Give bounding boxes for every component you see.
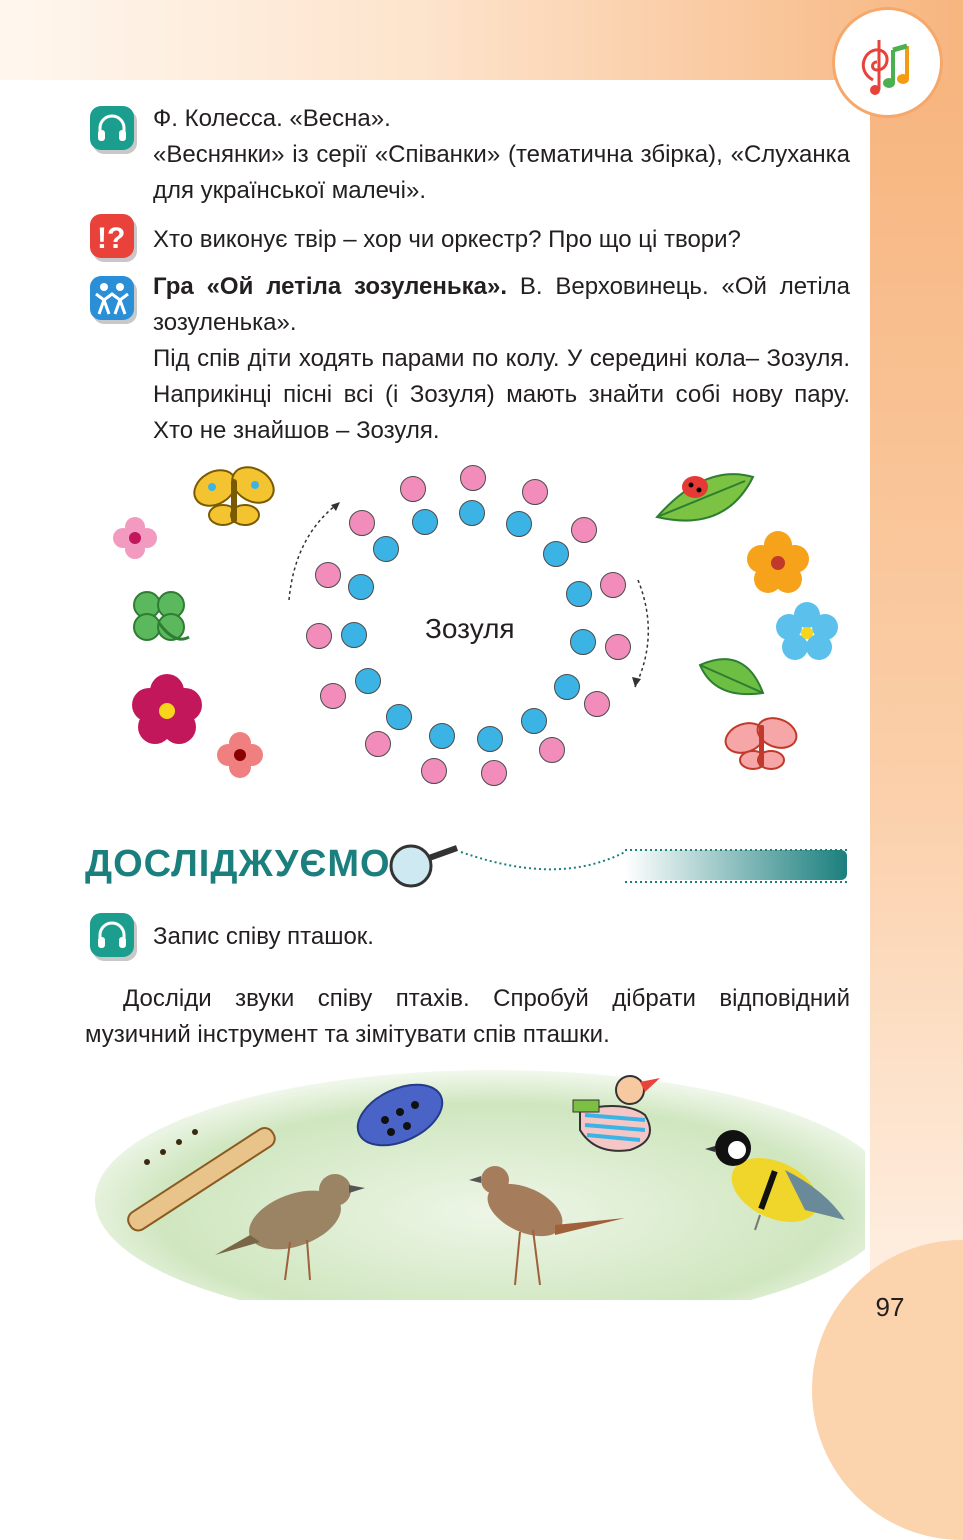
flower-icon xyxy=(217,732,263,778)
child-dot xyxy=(584,691,610,717)
flower-icon xyxy=(747,531,809,593)
headphones-icon xyxy=(90,913,134,957)
flower-icon xyxy=(132,674,202,744)
child-dot xyxy=(481,760,507,786)
child-dot xyxy=(460,465,486,491)
child-dot xyxy=(306,623,332,649)
child-dot xyxy=(605,634,631,660)
ladybug-leaf-icon xyxy=(657,474,753,520)
question-icon xyxy=(90,214,134,258)
flower-icon xyxy=(776,602,838,660)
top-decor-band xyxy=(0,0,963,80)
leaf-icon xyxy=(700,659,763,694)
game-title: Гра «Ой летіла зозуленька». xyxy=(153,273,507,300)
task-paragraph xyxy=(85,981,850,1053)
listening-block-1 xyxy=(153,101,850,209)
child-dot xyxy=(373,536,399,562)
butterfly-icon xyxy=(721,713,800,769)
listening-line-2: «Веснянки» із серії «Співанки» (тематична збірка), «Слуханка для української малечі». xyxy=(153,141,850,204)
page-number: 97 xyxy=(875,1292,905,1322)
child-dot xyxy=(570,629,596,655)
child-dot xyxy=(412,509,438,535)
child-dot xyxy=(421,758,447,784)
child-dot xyxy=(477,726,503,752)
child-dot xyxy=(355,668,381,694)
child-dot xyxy=(543,541,569,567)
music-notes-icon xyxy=(835,10,940,115)
child-dot xyxy=(341,622,367,648)
child-dot xyxy=(348,574,374,600)
child-dot xyxy=(554,674,580,700)
clover-icon xyxy=(134,592,189,640)
child-dot xyxy=(539,737,565,763)
task-text: Досліди звуки співу птахів. Спробуй дібрати відповідний музичний інструмент та зімітувати спів пташки. xyxy=(85,985,850,1048)
question-block xyxy=(153,222,850,258)
child-dot xyxy=(400,476,426,502)
child-dot xyxy=(600,572,626,598)
listening-2-text: Запис співу пташок. xyxy=(153,923,374,950)
child-dot xyxy=(315,562,341,588)
listening-line-1: Ф. Колесса. «Весна». xyxy=(153,105,391,132)
child-dot xyxy=(506,511,532,537)
svg-text:!?: !? xyxy=(97,222,126,255)
question-text: Хто виконує твір – хор чи оркестр? Про що ці твори? xyxy=(153,226,741,253)
right-decor-band xyxy=(870,80,963,1394)
circle-center-label: Зозуля xyxy=(425,613,515,644)
flower-icon xyxy=(113,517,157,559)
headphones-icon xyxy=(90,106,134,150)
children-play-icon xyxy=(90,276,134,320)
child-dot xyxy=(320,683,346,709)
butterfly-icon xyxy=(188,460,280,525)
child-dot xyxy=(459,500,485,526)
child-dot xyxy=(386,704,412,730)
child-dot xyxy=(571,517,597,543)
child-dot xyxy=(521,708,547,734)
listening-block-2 xyxy=(153,919,850,955)
rotation-arrow-right xyxy=(635,580,648,687)
game-block xyxy=(153,269,850,449)
magnifier-icon xyxy=(385,838,855,894)
section-title: ДОСЛІДЖУЄМО xyxy=(85,843,391,885)
game-source: В. Верховинець. «Ой летіла зозуленька». xyxy=(153,273,850,336)
child-dot xyxy=(349,510,375,536)
game-description: Під спів діти ходять парами по колу. У середині кола– Зозуля. Наприкінці пісні всі (і Зозуля) мають знайти собі нову пару. Хто не знайшов – Зозуля. xyxy=(153,345,850,444)
birds-instruments-illustration xyxy=(85,1070,865,1300)
child-dot xyxy=(429,723,455,749)
child-dot xyxy=(566,581,592,607)
child-dot xyxy=(365,731,391,757)
child-dot xyxy=(522,479,548,505)
